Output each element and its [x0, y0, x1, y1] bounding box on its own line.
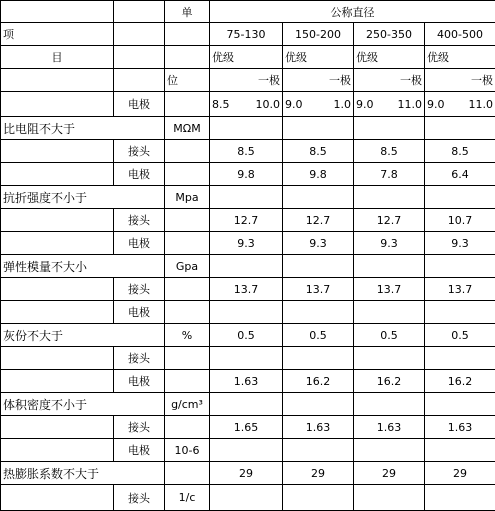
density-joint-1: 1.65: [210, 416, 283, 439]
joint-label: 接头: [114, 140, 165, 163]
flexural-unit: Mpa: [165, 186, 210, 209]
unit-header-top: 单: [165, 1, 210, 23]
blank-cell: [165, 232, 210, 255]
blank-cell: [425, 117, 495, 140]
ash-value-3: 0.5: [354, 324, 425, 347]
blank-cell: [1, 140, 114, 163]
blank-cell: [210, 301, 283, 324]
blank-cell: [210, 255, 283, 278]
electrode-label: 电极: [114, 92, 165, 117]
blank-cell: [354, 347, 425, 370]
blank-cell: [425, 393, 495, 416]
blank-cell: [425, 255, 495, 278]
ash-value-1: 0.5: [210, 324, 283, 347]
item-header-top: 项: [1, 23, 114, 46]
grade-bottom: 一极: [425, 69, 495, 92]
blank-cell: [210, 186, 283, 209]
flexural-joint-1: 12.7: [210, 209, 283, 232]
blank-cell: [283, 439, 354, 462]
nominal-diameter-header: 公称直径: [210, 1, 495, 23]
density-unit: g/cm³: [165, 393, 210, 416]
blank-cell: [1, 370, 114, 393]
blank-cell: [165, 278, 210, 301]
flexural-electrode-4: 6.4: [425, 163, 495, 186]
blank-cell: [165, 209, 210, 232]
expansion-unit-bottom: 1/c: [165, 485, 210, 511]
blank-cell: [1, 209, 114, 232]
density-electrode-2: 16.2: [283, 370, 354, 393]
blank-cell: [354, 301, 425, 324]
diameter-4: 400-500: [425, 23, 495, 46]
blank-cell: [354, 186, 425, 209]
joint-label: 接头: [114, 485, 165, 511]
resistivity-electrode-1: 8.5 10.0: [210, 92, 283, 117]
blank-cell: [354, 393, 425, 416]
blank-cell: [283, 393, 354, 416]
header-blank: [114, 23, 165, 46]
header-blank: [1, 1, 114, 23]
density-label: 体积密度不小于: [1, 393, 165, 416]
blank-cell: [425, 347, 495, 370]
ash-value-2: 0.5: [283, 324, 354, 347]
expansion-value-3: 29: [354, 462, 425, 485]
header-blank: [114, 1, 165, 23]
grade-top: 优级: [354, 46, 425, 69]
blank-cell: [210, 117, 283, 140]
flexural-electrode-3: 7.8: [354, 163, 425, 186]
header-blank: [165, 23, 210, 46]
blank-cell: [425, 186, 495, 209]
blank-cell: [1, 416, 114, 439]
grade-bottom: 一极: [283, 69, 354, 92]
resistivity-electrode-2: 9.0 1.0: [283, 92, 354, 117]
header-blank: [114, 46, 165, 69]
joint-label: 接头: [114, 416, 165, 439]
resistivity-joint-4: 8.5: [425, 140, 495, 163]
diameter-3: 250-350: [354, 23, 425, 46]
expansion-value-2: 29: [283, 462, 354, 485]
header-blank: [114, 69, 165, 92]
flexural-label: 抗折强度不小于: [1, 186, 165, 209]
flexural-electrode-2: 9.8: [283, 163, 354, 186]
blank-cell: [283, 347, 354, 370]
resistivity-unit: MΩM: [165, 117, 210, 140]
blank-cell: [1, 92, 114, 117]
modulus-electrode-2: 9.3: [283, 232, 354, 255]
blank-cell: [1, 232, 114, 255]
expansion-label: 热膨胀系数不大于: [1, 462, 165, 485]
blank-cell: [165, 92, 210, 117]
ash-value-4: 0.5: [425, 324, 495, 347]
resistivity-label: 比电阻不大于: [1, 117, 165, 140]
electrode-label: 电极: [114, 301, 165, 324]
blank-cell: [165, 370, 210, 393]
modulus-electrode-4: 9.3: [425, 232, 495, 255]
blank-cell: [425, 301, 495, 324]
blank-cell: [210, 393, 283, 416]
item-header-bottom: 目: [1, 46, 114, 69]
grade-top: 优级: [210, 46, 283, 69]
blank-cell: [354, 439, 425, 462]
electrode-label: 电极: [114, 439, 165, 462]
density-electrode-1: 1.63: [210, 370, 283, 393]
expansion-value-1: 29: [210, 462, 283, 485]
unit-header-bottom: 位: [165, 69, 210, 92]
electrode-label: 电极: [114, 163, 165, 186]
blank-cell: [354, 117, 425, 140]
ash-label: 灰份不大于: [1, 324, 165, 347]
flexural-joint-3: 12.7: [354, 209, 425, 232]
blank-cell: [354, 255, 425, 278]
density-joint-2: 1.63: [283, 416, 354, 439]
blank-cell: [283, 186, 354, 209]
modulus-label: 弹性模量不大小: [1, 255, 165, 278]
electrode-label: 电极: [114, 370, 165, 393]
blank-cell: [283, 255, 354, 278]
resistivity-joint-3: 8.5: [354, 140, 425, 163]
blank-cell: [283, 117, 354, 140]
density-electrode-3: 16.2: [354, 370, 425, 393]
blank-cell: [165, 140, 210, 163]
blank-cell: [165, 462, 210, 485]
electrode-label: 电极: [114, 232, 165, 255]
flexural-electrode-1: 9.8: [210, 163, 283, 186]
modulus-electrode-3: 9.3: [354, 232, 425, 255]
header-blank: [165, 46, 210, 69]
modulus-unit: Gpa: [165, 255, 210, 278]
grade-bottom: 一极: [210, 69, 283, 92]
blank-cell: [165, 416, 210, 439]
joint-label: 接头: [114, 347, 165, 370]
flexural-joint-2: 12.7: [283, 209, 354, 232]
blank-cell: [165, 301, 210, 324]
modulus-joint-1: 13.7: [210, 278, 283, 301]
grade-top: 优级: [425, 46, 495, 69]
blank-cell: [425, 439, 495, 462]
blank-cell: [210, 439, 283, 462]
blank-cell: [1, 301, 114, 324]
blank-cell: [1, 278, 114, 301]
diameter-2: 150-200: [283, 23, 354, 46]
modulus-joint-2: 13.7: [283, 278, 354, 301]
grade-top: 优级: [283, 46, 354, 69]
modulus-electrode-1: 9.3: [210, 232, 283, 255]
blank-cell: [1, 347, 114, 370]
joint-label: 接头: [114, 278, 165, 301]
modulus-joint-4: 13.7: [425, 278, 495, 301]
expansion-unit-top: 10-6: [165, 439, 210, 462]
expansion-value-4: 29: [425, 462, 495, 485]
density-joint-4: 1.63: [425, 416, 495, 439]
resistivity-joint-2: 8.5: [283, 140, 354, 163]
resistivity-joint-1: 8.5: [210, 140, 283, 163]
blank-cell: [283, 301, 354, 324]
blank-cell: [165, 347, 210, 370]
diameter-1: 75-130: [210, 23, 283, 46]
joint-label: 接头: [114, 209, 165, 232]
modulus-joint-3: 13.7: [354, 278, 425, 301]
density-electrode-4: 16.2: [425, 370, 495, 393]
blank-cell: [1, 163, 114, 186]
resistivity-electrode-3: 9.0 11.0: [354, 92, 425, 117]
grade-bottom: 一极: [354, 69, 425, 92]
blank-cell: [1, 439, 114, 462]
blank-cell: [210, 347, 283, 370]
flexural-joint-4: 10.7: [425, 209, 495, 232]
ash-unit: %: [165, 324, 210, 347]
density-joint-3: 1.63: [354, 416, 425, 439]
resistivity-electrode-4: 9.0 11.0: [425, 92, 495, 117]
blank-cell: [165, 163, 210, 186]
header-blank: [1, 69, 114, 92]
